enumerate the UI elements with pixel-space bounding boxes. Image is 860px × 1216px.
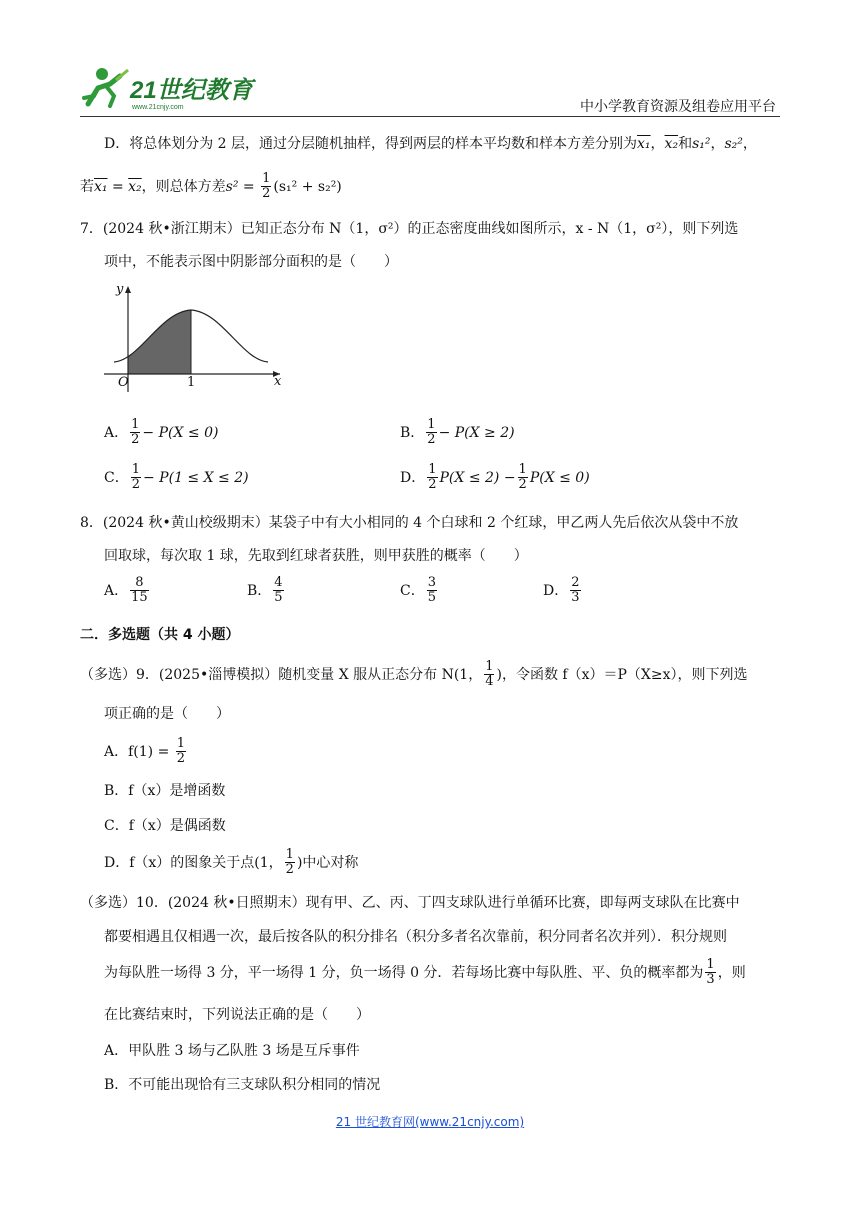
q7-stem: 7．(2024 秋•浙江期末）已知正态分布 N（1，σ²）的正态密度曲线如图所示，x - N（1，σ²），则下列选 (80, 221, 739, 237)
q7-option-a: A． $\frac{1}{2}$ − P(X ≤ 0) (104, 417, 219, 448)
q9-option-d: D．f（x）的图象关于点(1， $\frac{1}{2}$ )中心对称 (104, 847, 359, 878)
q10-stem: （多选）10．(2024 秋•日照期末）现有甲、乙、丙、丁四支球队进行单循环比赛，即每两支球队在比赛中 (80, 895, 740, 911)
q10-stem-cont1: 都要相遇且仅相遇一次，最后按各队的积分排名（积分多者名次靠前，积分同者名次并列）．积分规则 (104, 929, 727, 945)
origin-label: O (118, 375, 129, 390)
svg-text:21世纪教育: 21世纪教育 (130, 77, 253, 104)
q6-option-d: D．将总体划分为 2 层，通过分层随机抽样，得到两层的样本平均数和样本方差分别为x₁，x₂和s₁²，s₂²， (104, 136, 757, 152)
q8-option-b: B． $\frac{4}{5}$ (247, 575, 283, 606)
q8-option-d: D． $\frac{2}{3}$ (543, 575, 580, 606)
q10-stem-cont3: 在比赛结束时，下列说法正确的是（ ） (104, 1007, 370, 1023)
y-axis-label: y (116, 282, 124, 297)
q8-option-a: A． $\frac{8}{15}$ (104, 575, 148, 606)
q10-option-a: A．甲队胜 3 场与乙队胜 3 场是互斥事件 (104, 1043, 360, 1059)
q9-option-c: C．f（x）是偶函数 (104, 818, 226, 834)
tick-one-label: 1 (187, 375, 196, 390)
q8-option-c: C． $\frac{3}{5}$ (400, 575, 436, 606)
header-divider (80, 116, 780, 117)
q7-option-d: D． $\frac{1}{2}$ P(X ≤ 2) − $\frac{1}{2}$ P(X ≤ 0) (400, 462, 590, 493)
q8-stem-cont: 回取球，每次取 1 球，先取到红球者获胜，则甲获胜的概率（ ） (104, 548, 528, 564)
q9-option-a: A．f(1) = $\frac{1}{2}$ (104, 736, 186, 767)
q7-stem-cont: 项中，不能表示图中阴影部分面积的是（ ） (104, 254, 398, 270)
q10-stem-cont2: 为每队胜一场得 3 分，平一场得 1 分，负一场得 0 分．若每场比赛中每队胜、平、负的概率都为 $\frac{1}{3}$ ，则 (104, 957, 746, 988)
normal-curve-figure (100, 282, 290, 394)
q7-option-b: B． $\frac{1}{2}$ − P(X ≥ 2) (400, 417, 515, 448)
q7-option-c: C． $\frac{1}{2}$ − P(1 ≤ X ≤ 2) (104, 462, 249, 493)
q9-stem: （多选）9．(2025•淄博模拟）随机变量 X 服从正态分布 N(1， $\frac{1}{4}$ )，令函数 f（x）＝P（X≥x），则下列选 (80, 659, 748, 690)
platform-title: 中小学教育资源及组卷应用平台 (580, 99, 776, 115)
runner-logo-icon (80, 64, 260, 112)
q9-stem-cont: 项正确的是（ ） (104, 706, 230, 722)
svg-text:www.21cnjy.com: www.21cnjy.com (132, 104, 184, 111)
footer-link[interactable]: 21 世纪教育网(www.21cnjy.com) (335, 1115, 525, 1129)
q10-option-b: B．不可能出现恰有三支球队积分相同的情况 (104, 1077, 381, 1093)
q6-option-d-cont: 若x₁ = x₂，则总体方差s² = $\frac{1}{2}$ (s₁² + s₂²) (80, 171, 342, 202)
q8-stem: 8．(2024 秋•黄山校级期末）某袋子中有大小相同的 4 个白球和 2 个红球，甲乙两人先后依次从袋中不放 (80, 515, 739, 531)
x-axis-label: x (274, 374, 282, 389)
q9-option-b: B．f（x）是增函数 (104, 783, 226, 799)
logo (80, 64, 260, 112)
section-heading: 二．多选题（共 4 小题） (80, 627, 240, 643)
